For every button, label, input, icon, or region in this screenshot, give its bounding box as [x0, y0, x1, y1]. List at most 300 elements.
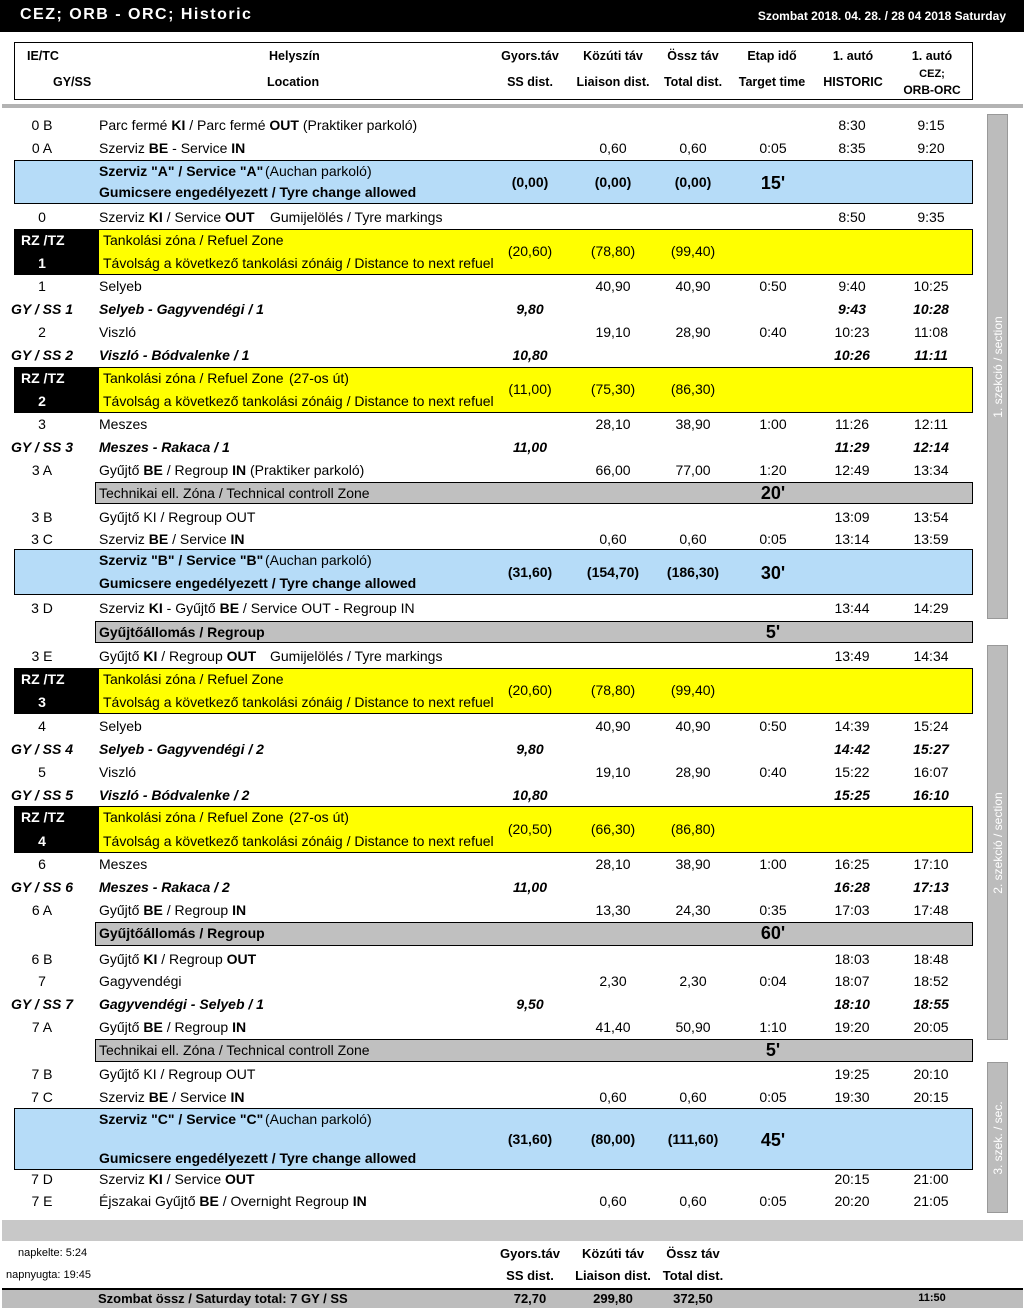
header-ossz: Össz táv [667, 49, 719, 63]
row-id: GY / SS 4 [11, 741, 73, 757]
service-time: 30' [760, 563, 786, 583]
row-time-cez: 21:00 [913, 1171, 949, 1187]
row-target-time: 0:40 [759, 764, 787, 780]
footer-kozuti: Közúti táv [581, 1246, 645, 1261]
row-id: 2 [38, 324, 46, 340]
row-id: GY / SS 5 [11, 787, 73, 803]
row-time-cez: 14:34 [913, 648, 949, 664]
row-time-historic: 14:39 [834, 718, 870, 734]
row-time-historic: 8:35 [838, 140, 866, 156]
header-ss-dist: SS dist. [507, 75, 553, 89]
row-time-historic: 10:23 [834, 324, 870, 340]
refuel-liaison: (78,80) [590, 682, 636, 698]
row-location: Gyűjtő KI / Regroup OUT [99, 1066, 256, 1082]
location-part: / Regroup [162, 902, 233, 918]
footer-liaison: Liaison dist. [575, 1268, 651, 1283]
refuel-ss: (20,60) [507, 682, 553, 698]
row-ss-dist: 9,50 [516, 996, 544, 1012]
refuel-code: RZ /TZ [21, 232, 65, 248]
row-target-time: 1:20 [759, 462, 787, 478]
refuel-liaison: (75,30) [590, 381, 636, 397]
row-time-cez: 12:11 [914, 416, 948, 432]
location-part: Szerviz [99, 140, 149, 156]
row-location: Meszes - Rakaca / 1 [99, 439, 230, 455]
location-part: (Praktiker parkoló) [298, 117, 418, 133]
row-total-dist: 24,30 [675, 902, 711, 918]
service-title: Szerviz "B" / Service "B" [99, 552, 264, 568]
row-location: Meszes [99, 856, 148, 872]
header-auto1b: 1. autó [911, 49, 953, 63]
zone-time: 5' [765, 1040, 781, 1060]
row-id: 7 C [31, 1089, 53, 1105]
location-keyword: IN [232, 902, 247, 918]
location-keyword: KI [143, 951, 158, 967]
row-location [99, 209, 255, 226]
row-target-time: 0:05 [759, 1089, 787, 1105]
row-time-cez: 13:59 [913, 531, 949, 547]
document-date: Szombat 2018. 04. 28. / 28 04 2018 Saturday [757, 9, 1006, 23]
refuel-code: RZ /TZ [21, 809, 65, 825]
row-time-historic: 8:50 [838, 209, 866, 225]
row-time-historic: 11:26 [835, 416, 869, 432]
row-id: 4 [38, 718, 46, 734]
summary-time: 11:50 [918, 1292, 946, 1304]
sunrise: napkelte: 5:24 [18, 1247, 88, 1259]
row-note: Gumijelölés / Tyre markings [270, 209, 443, 225]
row-time-historic: 20:20 [834, 1193, 870, 1209]
row-id: GY / SS 1 [11, 301, 73, 317]
row-time-historic: 18:10 [834, 996, 870, 1012]
row-time-cez: 11:08 [914, 324, 948, 340]
row-location [99, 902, 246, 919]
document-title: CEZ; ORB - ORC; Historic [20, 6, 253, 23]
location-keyword: BE [148, 1089, 169, 1105]
row-target-time: 0:40 [759, 324, 787, 340]
row-total-dist: 28,90 [675, 764, 711, 780]
location-part: / Overnight Regroup [218, 1193, 353, 1209]
service-note: (Auchan parkoló) [265, 552, 372, 568]
location-part: - Service [168, 140, 232, 156]
row-liaison-dist: 66,00 [595, 462, 631, 478]
refuel-ss: (20,50) [507, 820, 553, 837]
location-keyword: KI [143, 648, 158, 664]
row-time-historic: 18:03 [834, 951, 870, 967]
location-keyword: IN [232, 1019, 247, 1035]
row-location: Viszló - Bódvalenke / 2 [99, 787, 250, 803]
location-part: Szerviz [99, 209, 149, 225]
row-target-time: 0:05 [759, 140, 787, 156]
row-target-time: 1:10 [759, 1019, 787, 1035]
row-time-cez: 9:35 [917, 209, 945, 225]
summary-ss: 72,70 [513, 1291, 547, 1306]
row-location: Gagyvendégi [99, 973, 182, 989]
row-target-time: 1:00 [759, 856, 787, 872]
location-keyword: BE [148, 531, 169, 547]
row-liaison-dist: 0,60 [599, 140, 627, 156]
row-time-cez: 13:54 [913, 509, 949, 525]
location-part: Parc fermé [99, 117, 172, 133]
row-ss-dist: 11,00 [513, 439, 547, 455]
header-liaison: Liaison dist. [576, 75, 650, 89]
location-part: Szerviz [99, 531, 149, 547]
service-title: Szerviz "A" / Service "A" [99, 163, 264, 179]
location-part: Szerviz [99, 1089, 149, 1105]
row-total-dist: 40,90 [675, 718, 711, 734]
footer-band [2, 1220, 1023, 1241]
zone-label: Gyűjtőállomás / Regroup [99, 925, 265, 941]
location-part: Gyűjtő [99, 1019, 144, 1035]
row-location: Selyeb [99, 718, 142, 734]
service-liaison: (0,00) [594, 174, 632, 190]
row-time-historic: 13:49 [834, 648, 870, 664]
row-time-cez: 18:55 [913, 996, 949, 1012]
row-location [99, 1019, 246, 1036]
row-location [99, 1193, 367, 1210]
footer-ss-dist: SS dist. [506, 1268, 554, 1283]
row-time-cez: 11:11 [914, 347, 948, 363]
service-liaison: (80,00) [590, 1131, 636, 1147]
row-time-cez: 20:10 [913, 1066, 949, 1082]
header-target: Target time [738, 75, 806, 89]
header-separator [2, 104, 1023, 108]
summary-liaison: 299,80 [593, 1291, 633, 1306]
refuel-ss: (20,60) [507, 243, 553, 259]
location-keyword: IN [230, 531, 245, 547]
location-keyword: KI [171, 117, 186, 133]
service-title: Szerviz "C" / Service "C" [99, 1111, 264, 1127]
service-total: (0,00) [674, 174, 712, 190]
row-location: Viszló [99, 324, 137, 340]
location-part: / Service [168, 1089, 231, 1105]
service-tyre: Gumicsere engedélyezett / Tyre change allowed [99, 1150, 417, 1166]
row-liaison-dist: 41,40 [595, 1019, 631, 1035]
location-part: / Regroup [157, 648, 227, 664]
row-time-historic: 19:25 [834, 1066, 870, 1082]
row-ss-dist: 10,80 [512, 347, 548, 363]
row-time-historic: 13:09 [834, 509, 870, 525]
row-id: GY / SS 3 [11, 439, 73, 455]
service-liaison: (154,70) [586, 564, 640, 580]
location-part: Szerviz [99, 1171, 149, 1187]
row-target-time: 1:00 [759, 416, 787, 432]
row-location: Gyűjtő KI / Regroup OUT [99, 509, 256, 525]
row-id: 3 A [31, 462, 53, 478]
row-ss-dist: 9,80 [516, 741, 544, 757]
refuel-total: (99,40) [670, 243, 716, 259]
refuel-number: 3 [38, 694, 46, 710]
refuel-distance-label: Távolság a következő tankolási zónáig / Distance to next refuel [103, 255, 494, 271]
row-location: Meszes - Rakaca / 2 [99, 879, 230, 895]
row-time-cez: 18:52 [913, 973, 949, 989]
title-bar [0, 0, 1024, 32]
row-id: 6 B [31, 951, 53, 967]
row-total-dist: 38,90 [675, 856, 711, 872]
location-keyword: OUT [225, 1171, 255, 1187]
footer-gyors: Gyors.táv [500, 1246, 560, 1261]
row-time-cez: 14:29 [913, 600, 949, 616]
row-time-historic: 10:26 [834, 347, 870, 363]
location-keyword: BE [148, 140, 169, 156]
refuel-distance-label: Távolság a következő tankolási zónáig / Distance to next refuel [103, 833, 494, 849]
row-total-dist: 38,90 [675, 416, 711, 432]
row-id: 6 A [31, 902, 53, 918]
row-location [99, 117, 417, 134]
row-time-cez: 10:28 [913, 301, 949, 317]
row-time-historic: 15:25 [834, 787, 870, 803]
refuel-distance-label: Távolság a következő tankolási zónáig / Distance to next refuel [103, 393, 494, 409]
row-location [99, 140, 245, 157]
location-part: (Praktiker parkoló) [246, 462, 365, 478]
zone-time: 20' [760, 483, 786, 503]
location-keyword: BE [219, 600, 240, 616]
refuel-title: Tankolási zóna / Refuel Zone [103, 232, 284, 248]
row-time-historic: 14:42 [834, 741, 870, 757]
row-time-cez: 9:15 [917, 117, 945, 133]
header-orb: ORB-ORC [903, 83, 961, 97]
row-time-historic: 20:15 [834, 1171, 870, 1187]
service-tyre: Gumicsere engedélyezett / Tyre change allowed [99, 575, 417, 591]
row-location [99, 1089, 245, 1106]
row-target-time: 0:04 [759, 973, 787, 989]
location-part: - Gyűjtő [162, 600, 220, 616]
section-bar-3: 3. szek. / sec. [987, 1062, 1008, 1213]
row-id: 6 [38, 856, 46, 872]
row-location: Viszló [99, 764, 137, 780]
refuel-title: Tankolási zóna / Refuel Zone [103, 370, 284, 386]
refuel-liaison: (78,80) [590, 243, 636, 259]
location-part: / Regroup [162, 462, 233, 478]
summary-label: Szombat össz / Saturday total: 7 GY / SS [98, 1291, 348, 1306]
location-keyword: OUT [269, 117, 299, 133]
row-id: 7 D [31, 1171, 53, 1187]
header-cez: CEZ; [919, 68, 945, 80]
row-time-historic: 9:40 [838, 278, 866, 294]
summary-bar [2, 1288, 1023, 1308]
location-keyword: KI [148, 1171, 163, 1187]
zone-label: Technikai ell. Zóna / Technical controll Zone [99, 1042, 370, 1058]
row-time-historic: 19:20 [834, 1019, 870, 1035]
row-target-time: 0:50 [759, 718, 787, 734]
row-time-historic: 13:44 [834, 600, 870, 616]
row-id: 7 A [31, 1019, 53, 1035]
service-total: (186,30) [666, 564, 720, 580]
location-keyword: BE [143, 1019, 163, 1035]
location-keyword: IN [230, 1089, 245, 1105]
row-time-historic: 13:14 [834, 531, 870, 547]
row-id: 3 B [31, 509, 53, 525]
row-id: 7 B [31, 1066, 53, 1082]
service-note: (Auchan parkoló) [265, 163, 372, 179]
row-time-historic: 17:03 [834, 902, 870, 918]
header-etap: Etap idő [747, 49, 797, 63]
row-time-historic: 19:30 [834, 1089, 870, 1105]
row-ss-dist: 10,80 [512, 787, 548, 803]
section-bar-2: 2. szekció / section [987, 645, 1008, 1040]
header-helyszin: Helyszín [269, 49, 320, 63]
row-target-time: 0:50 [759, 278, 787, 294]
location-keyword: BE [143, 902, 163, 918]
service-note: (Auchan parkoló) [265, 1111, 372, 1127]
row-location [99, 600, 415, 617]
header-location: Location [267, 75, 320, 89]
refuel-distance-label: Távolság a következő tankolási zónáig / Distance to next refuel [103, 694, 494, 710]
row-time-historic: 8:30 [838, 117, 866, 133]
refuel-total: (86,80) [670, 820, 716, 837]
row-target-time: 0:05 [759, 531, 787, 547]
location-part: / Regroup [157, 951, 227, 967]
location-keyword: KI [148, 600, 163, 616]
row-time-cez: 15:27 [913, 741, 949, 757]
row-note: Gumijelölés / Tyre markings [270, 648, 443, 664]
row-id: 0 B [31, 117, 53, 133]
location-keyword: IN [231, 140, 246, 156]
footer-ossz: Össz táv [666, 1246, 720, 1261]
location-keyword: OUT [226, 951, 257, 967]
row-location: Selyeb - Gagyvendégi / 2 [99, 741, 264, 757]
row-target-time: 0:35 [759, 902, 787, 918]
row-id: GY / SS 2 [11, 347, 73, 363]
refuel-title: Tankolási zóna / Refuel Zone [103, 671, 284, 687]
row-location: Selyeb [99, 278, 142, 294]
location-part: / Service OUT - Regroup IN [239, 600, 415, 616]
service-ss: (0,00) [511, 174, 549, 190]
location-part: / Regroup [162, 1019, 233, 1035]
location-part: Éjszakai Gyűjtő [99, 1193, 200, 1209]
location-part: Szerviz [99, 600, 149, 616]
location-part: / Service [162, 209, 226, 225]
row-total-dist: 50,90 [675, 1019, 711, 1035]
refuel-code: RZ /TZ [21, 671, 65, 687]
row-target-time: 0:05 [759, 1193, 787, 1209]
row-liaison-dist: 19,10 [595, 324, 631, 340]
refuel-number: 1 [38, 255, 46, 271]
location-part: / Parc fermé [185, 117, 270, 133]
row-total-dist: 2,30 [679, 973, 707, 989]
refuel-total: (99,40) [670, 682, 716, 698]
row-liaison-dist: 0,60 [599, 1089, 627, 1105]
zone-label: Gyűjtőállomás / Regroup [99, 624, 265, 640]
row-id: 7 [38, 973, 46, 989]
row-liaison-dist: 40,90 [595, 278, 631, 294]
row-time-cez: 17:48 [913, 902, 949, 918]
row-total-dist: 0,60 [679, 140, 707, 156]
row-time-historic: 11:29 [834, 439, 870, 455]
service-time: 15' [760, 173, 786, 193]
row-id: 3 C [31, 531, 53, 547]
row-location [99, 1171, 255, 1188]
location-part: / Service [162, 1171, 226, 1187]
refuel-liaison: (66,30) [590, 820, 636, 837]
location-keyword: BE [199, 1193, 219, 1209]
header-historic: HISTORIC [823, 75, 883, 89]
refuel-title: Tankolási zóna / Refuel Zone [103, 809, 284, 825]
row-liaison-dist: 0,60 [599, 1193, 627, 1209]
service-tyre: Gumicsere engedélyezett / Tyre change allowed [99, 184, 417, 200]
refuel-number: 4 [38, 833, 46, 849]
row-time-cez: 20:05 [913, 1019, 949, 1035]
row-liaison-dist: 28,10 [595, 416, 631, 432]
header-auto1a: 1. autó [832, 49, 874, 63]
location-part: Gyűjtő [99, 462, 144, 478]
table-header [14, 42, 973, 100]
row-total-dist: 0,60 [679, 1089, 707, 1105]
row-time-cez: 12:14 [913, 439, 949, 455]
zone-label: Technikai ell. Zóna / Technical controll Zone [99, 485, 370, 501]
row-location: Selyeb - Gagyvendégi / 1 [99, 301, 264, 317]
row-time-cez: 17:13 [913, 879, 949, 895]
location-keyword: IN [232, 462, 247, 478]
location-part: / Service [168, 531, 231, 547]
location-keyword: OUT [225, 209, 255, 225]
row-time-cez: 16:07 [913, 764, 949, 780]
row-time-cez: 10:25 [913, 278, 949, 294]
row-liaison-dist: 0,60 [599, 531, 627, 547]
row-liaison-dist: 40,90 [595, 718, 631, 734]
row-id: 3 [38, 416, 46, 432]
zone-time: 5' [765, 622, 781, 642]
row-time-cez: 21:05 [913, 1193, 949, 1209]
row-id: 7 E [31, 1193, 53, 1209]
location-keyword: BE [143, 462, 163, 478]
summary-total: 372,50 [673, 1291, 713, 1306]
row-liaison-dist: 19,10 [595, 764, 631, 780]
service-total: (111,60) [667, 1131, 719, 1147]
row-id: 1 [38, 278, 46, 294]
location-keyword: IN [352, 1193, 367, 1209]
row-id: GY / SS 6 [11, 879, 73, 895]
service-ss: (31,60) [507, 1131, 553, 1147]
section-bar-1: 1. szekció / section [987, 114, 1008, 619]
header-gyss: GY/SS [53, 75, 92, 89]
row-time-cez: 13:34 [913, 462, 949, 478]
row-time-historic: 16:28 [834, 879, 870, 895]
row-total-dist: 28,90 [675, 324, 711, 340]
header-gyors: Gyors.táv [501, 49, 559, 63]
refuel-note: (27-os út) [289, 809, 349, 825]
location-keyword: KI [148, 209, 163, 225]
sunset: napnyugta: 19:45 [6, 1269, 92, 1281]
refuel-number: 2 [38, 393, 46, 409]
row-time-historic: 18:07 [834, 973, 870, 989]
row-time-historic: 12:49 [834, 462, 870, 478]
row-time-historic: 16:25 [834, 856, 870, 872]
refuel-ss: (11,00) [508, 381, 552, 397]
refuel-code: RZ /TZ [21, 370, 65, 386]
row-total-dist: 77,00 [675, 462, 711, 478]
row-id: 5 [38, 764, 46, 780]
row-location: Viszló - Bódvalenke / 1 [99, 347, 250, 363]
row-total-dist: 40,90 [675, 278, 711, 294]
row-id: GY / SS 7 [11, 996, 73, 1012]
service-ss: (31,60) [507, 564, 553, 580]
row-time-cez: 9:20 [917, 140, 945, 156]
location-keyword: OUT [226, 648, 257, 664]
row-location: Gagyvendégi - Selyeb / 1 [99, 996, 264, 1012]
row-total-dist: 0,60 [679, 1193, 707, 1209]
zone-time: 60' [760, 923, 786, 943]
row-location [99, 462, 364, 479]
row-location [99, 648, 256, 665]
row-liaison-dist: 28,10 [595, 856, 631, 872]
row-id: 0 A [31, 140, 53, 156]
row-id: 3 E [31, 648, 53, 664]
row-time-cez: 15:24 [913, 718, 949, 734]
service-time: 45' [760, 1130, 786, 1150]
row-time-cez: 18:48 [913, 951, 949, 967]
row-location [99, 531, 245, 548]
row-location [99, 951, 256, 968]
row-id: 3 D [31, 600, 53, 616]
